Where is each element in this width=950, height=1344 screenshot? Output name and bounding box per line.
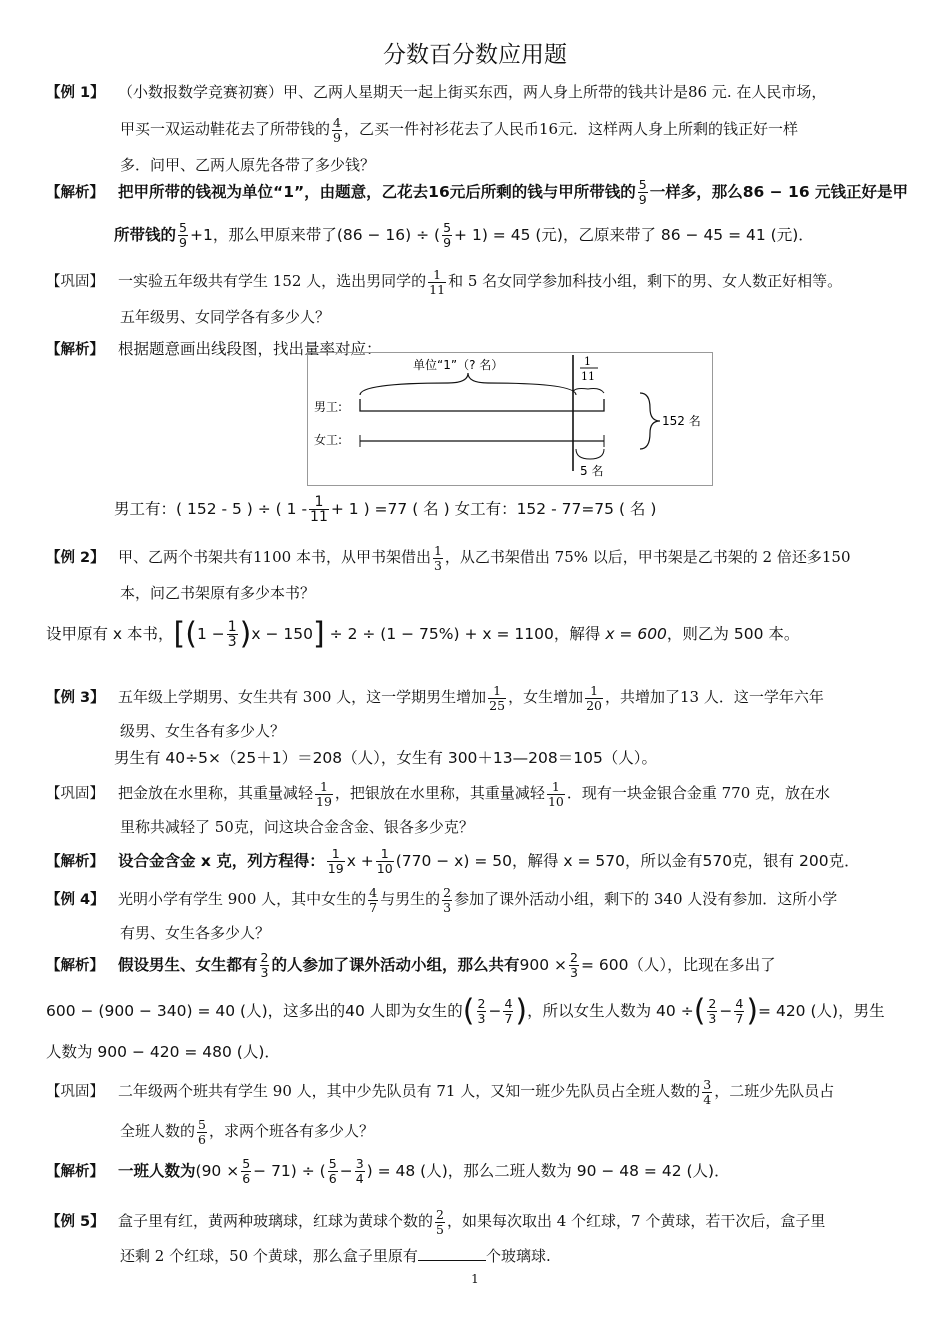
c3-solution-d: −	[339, 1162, 353, 1180]
c1-solution-line1: 根据题意画出线段图，找出量率对应：	[118, 340, 382, 358]
frac-den: 11	[581, 370, 595, 383]
c2-solution-c: (770 − x) = 50，解得 x = 570，所以金有570克，银有 200克．	[395, 852, 860, 870]
consolidation-3: 【巩固】 二年级两个班共有学生 90 人，其中少先队员有 71 人，又知一班少先队员占全班人数的 $\frac{3}{4}$ ，二班少先队员占 全班人数的 $\frac{5}{6}$ ，求两个班各有多少人？ 【解析】 一班人数为(90 × $\frac{5}{6}$ − 71) ÷ ( $\frac{5}{6}$ − $\frac{3}{4}$ ) = 48 (人)，那么二班人数为 90 − 48 = 42 (人)．	[46, 1072, 916, 1192]
ex3-question-line1a: 五年级上学期男、女生共有 300 人，这一学期男生增加	[118, 688, 487, 706]
ex2-question-line1b: ，从乙书架借出 75% 以后，甲书架是乙书架的 2 倍还多150	[444, 548, 851, 566]
page-title: 分数百分数应用题	[383, 42, 567, 68]
ex1-solution-line2b: +1，那么甲原来带了(86 − 16) ÷ (	[189, 226, 441, 244]
c2-question-line1a: 把金放在水里称，其重量减轻	[118, 784, 314, 802]
ex4-solution: 【解析】 假设男生、女生都有 $\frac{2}{3}$ 的人参加了课外活动小组，那么共有900 × $\frac{2}{3}$ = 600（人），比现在多出了 600 − (900 − 340) = 40 (人)，这多出的40 人即为女生的( $\frac{2}{3}$ − $\frac{4}{7}$ )，所以女生人数为 40 ÷( $\frac{2}{3}$ − $\frac{4}{7}$ )= 420 (人)，男生 人数为 900 − 420 = 480 (人)．	[46, 944, 916, 1069]
ex4-solution-1d: = 600（人），比现在多出了	[580, 956, 776, 974]
ex2-solution-intro: 设甲原有 x 本书，	[46, 625, 174, 643]
example-1	[46, 76, 916, 181]
label-example-3: 【例 3】	[46, 690, 105, 706]
ex2-expr-c: (1 − 75%)	[380, 625, 460, 643]
ex4-solution-2c: = 420 (人)，男生	[758, 1002, 885, 1020]
ex4-solution-1a: 假设男生、女生都有	[118, 956, 258, 974]
c2-question-line1c: ．现有一块金银合金重 770 克，放在水	[566, 784, 831, 802]
example-4: 【例 4】 光明小学有学生 900 人，其中女生的 $\frac{4}{7}$ 与男生的 $\frac{2}{3}$ 参加了课外活动小组，剩下的 340 人没有参加．这所小学 有男、女生各多少人？	[46, 880, 916, 947]
c3-question-line1a: 二年级两个班共有学生 90 人，其中少先队员有 71 人，又知一班少先队员占全班人数的	[118, 1082, 701, 1100]
male-label: 男工:	[314, 400, 343, 414]
male-segment	[360, 399, 604, 411]
c2-solution-b: x +	[346, 852, 374, 870]
c1-question-line2: 五年级男、女同学各有多少人？	[120, 308, 331, 326]
consolidation-1: 【巩固】 一实验五年级共有学生 152 人，选出男同学的 $\frac{1}{11}$ 和 5 名女同学参加科技小组，剩下的男、女人数正好相等。 五年级男、女同学各有多少人？ 【解析】 根据题意画出线段图，找出量率对应：	[46, 262, 916, 366]
c1-question-line1b: 和 5 名女同学参加科技小组，剩下的男、女人数正好相等。	[448, 272, 843, 290]
ex2-solution: 设甲原有 x 本书，[(1 − $\frac{1}{3}$ )x − 150] ÷ 2 ÷ (1 − 75%) + x = 1100，解得 x = 600，则乙为 500 本。	[46, 616, 800, 652]
ex1-question-line2a: 甲买一双运动鞋花去了所带钱的	[120, 120, 331, 138]
ex2-question-line2: 本，问乙书架原有多少本书？	[120, 584, 316, 602]
ex2-expr-a: x − 150	[251, 625, 313, 643]
frac-num: 1	[584, 355, 591, 368]
unit-label: 单位“1”（? 名）	[413, 358, 504, 372]
c3-solution-e: ) = 48 (人)，那么二班人数为 90 − 48 = 42 (人)．	[366, 1162, 730, 1180]
consolidation-2: 【巩固】 把金放在水里称，其重量减轻 $\frac{1}{19}$ ，把银放在水里称，其重量减轻 $\frac{1}{10}$ ．现有一块金银合金重 770 克，放在水 里称共减轻了 50克，问这块合金含金、银各多少克？ 【解析】 设合金含金 x 克，列方程得： $\frac{1}{19}$ x + $\frac{1}{10}$ (770 − x) = 50，解得 x = 570，所以金有570克，银有 200克．	[46, 774, 916, 882]
c2-question-line2: 里称共减轻了 50克，问这块合金含金、银各多少克？	[120, 818, 474, 836]
ex4-question-line1a: 光明小学有学生 900 人，其中女生的	[118, 890, 367, 908]
label-consolidation: 【巩固】	[46, 1084, 104, 1100]
ex1-question-line2b: ，乙买一件衬衫花去了人民币16元．这样两人身上所剩的钱正好一样	[343, 120, 799, 138]
label-consolidation: 【巩固】	[46, 786, 104, 802]
ex5-question-line1a: 盒子里有红，黄两种玻璃球，红球为黄球个数的	[118, 1212, 434, 1230]
ex4-solution-2b: ，所以女生人数为 40 ÷	[527, 1002, 694, 1020]
label-solution: 【解析】	[46, 854, 104, 870]
ex1-question-line3: 多．问甲、乙两人原先各带了多少钱？	[120, 156, 376, 174]
total-label: 152 名	[662, 414, 701, 428]
page-number: 1	[471, 1272, 479, 1286]
ex2-expr-b: ÷ 2 ÷	[329, 625, 376, 643]
label-example-4: 【例 4】	[46, 892, 105, 908]
ex4-question-line2: 有男、女生各多少人？	[120, 924, 271, 942]
label-example-1: 【例 1】	[46, 85, 105, 101]
c3-question-line1b: ，二班少先队员占	[714, 1082, 835, 1100]
example-5: 【例 5】 盒子里有红，黄两种玻璃球，红球为黄球个数的 $\frac{2}{5}$ ，如果每次取出 4 个红球，7 个黄球，若干次后，盒子里 还剩 2 个红球，50 个黄球，那么盒子里原有 个玻璃球.	[46, 1202, 916, 1271]
answer-blank[interactable]	[418, 1246, 486, 1261]
c3-question-line2a: 全班人数的	[120, 1122, 196, 1140]
label-solution: 【解析】	[46, 185, 104, 201]
ex3-question-line1b: ，女生增加	[508, 688, 584, 706]
ex3-question-line2: 级男、女生各有多少人？	[120, 722, 286, 740]
c1-answer-a: 男工有：( 152 - 5 ) ÷ ( 1 -	[114, 500, 308, 518]
ex3-answer: 男生有 40÷5×（25＋1）＝208（人），女生有 300＋13—208＝105（人）。	[114, 749, 658, 767]
ex4-question-line1c: 参加了课外活动小组，剩下的 340 人没有参加．这所小学	[454, 890, 838, 908]
total-brace	[640, 393, 660, 449]
five-brace	[576, 449, 604, 459]
ex1-question-line1: （小数报数学竞赛初赛）甲、乙两人星期天一起上街买东西，两人身上所带的钱共计是86 元. 在人民市场，	[118, 83, 827, 101]
female-label: 女工:	[314, 433, 343, 447]
c2-question-line1b: ，把银放在水里称，其重量减轻	[334, 784, 545, 802]
fraction: $\frac{4}{9}$	[333, 114, 341, 145]
label-example-2: 【例 2】	[46, 550, 105, 566]
ex4-solution-1b: 的人参加了课外活动小组，那么共有	[271, 956, 520, 974]
ex4-solution-2a: 600 − (900 − 340) = 40 (人)，这多出的40 人即为女生的	[46, 1002, 463, 1020]
ex1-solution-line2c: + 1) = 45 (元)，乙原来带了 86 − 45 = 41 (元)．	[454, 226, 814, 244]
ex5-question-line2b: 个玻璃球.	[485, 1247, 551, 1265]
five-label: 5 名	[580, 464, 604, 478]
one-eleventh-brace	[573, 389, 604, 394]
example-2: 【例 2】 甲、乙两个书架共有1100 本书，从甲书架借出 $\frac{1}{3}$ ，从乙书架借出 75% 以后，甲书架是乙书架的 2 倍还多150 本，问乙书架原有多少本书？	[46, 538, 916, 609]
ex1-solution: 【解析】 把甲所带的钱视为单位“1”，由题意，乙花去16元后所剩的钱与甲所带钱的 $\frac{5}{9}$ 一样多，那么86 − 16 元钱正好是甲 所带钱的 $\frac{5}{9}$ +1，那么甲原来带了(86 − 16) ÷ ( $\frac{5}{9}$ + 1) = 45 (元)，乙原来带了 86 − 45 = 41 (元)．	[46, 172, 916, 257]
one-minus: 1 −	[196, 625, 225, 643]
ex2-result: x = 600	[605, 625, 667, 643]
c1-question-line1a: 一实验五年级共有学生 152 人，选出男同学的	[118, 272, 427, 290]
c3-solution-b: (90 ×	[195, 1162, 240, 1180]
c2-solution-a: 设合金含金 x 克，列方程得：	[118, 852, 325, 870]
unit-brace	[360, 373, 576, 395]
label-solution: 【解析】	[46, 342, 104, 358]
line-segment-diagram	[307, 352, 713, 486]
label-solution: 【解析】	[46, 1164, 104, 1180]
ex4-solution-1c: 900 ×	[519, 956, 567, 974]
c1-answer: 男工有：( 152 - 5 ) ÷ ( 1 - $\frac{1}{11}$ + 1 ) =77 ( 名 ) 女工有：152 - 77=75 ( 名 )	[114, 494, 657, 525]
ex2-question-line1a: 甲、乙两个书架共有1100 本书，从甲书架借出	[118, 548, 431, 566]
ex2-expr-d: + x = 1100	[464, 625, 554, 643]
ex1-solution-line1b: 一样多，那么86 − 16 元钱正好是甲	[649, 183, 909, 201]
ex4-question-line1b: 与男生的	[380, 890, 441, 908]
ex3-question-line1c: ，共增加了13 人．这一学年六年	[605, 688, 824, 706]
label-example-5: 【例 5】	[46, 1214, 105, 1230]
label-consolidation: 【巩固】	[46, 274, 104, 290]
ex5-question-line2a: 还剩 2 个红球，50 个黄球，那么盒子里原有	[120, 1247, 418, 1265]
c3-question-line2b: ，求两个班各有多少人？	[208, 1122, 374, 1140]
c3-solution-c: − 71) ÷ (	[253, 1162, 326, 1180]
ex2-expr-e: ，解得	[553, 625, 601, 643]
ex2-conclusion: ，则乙为 500 本。	[666, 625, 800, 643]
example-3: 【例 3】 五年级上学期男、女生共有 300 人，这一学期男生增加 $\frac{1}{25}$ ，女生增加 $\frac{1}{20}$ ，共增加了13 人．这一学年六年 级男、女生各有多少人？ 男生有 40÷5×（25＋1）＝208（人），女生有 300＋13—208＝105（人）。	[46, 678, 916, 771]
c3-solution-a: 一班人数为	[118, 1162, 196, 1180]
ex1-solution-line2a: 所带钱的	[114, 226, 177, 244]
ex1-solution-line1a: 把甲所带的钱视为单位“1”，由题意，乙花去16元后所剩的钱与甲所带钱的	[118, 183, 636, 201]
ex5-question-line1b: ，如果每次取出 4 个红球，7 个黄球，若干次后，盒子里	[446, 1212, 826, 1230]
ex4-solution-3: 人数为 900 − 420 = 480 (人)．	[46, 1043, 280, 1061]
label-solution: 【解析】	[46, 958, 104, 974]
c1-answer-b: + 1 ) =77 ( 名 ) 女工有：152 - 77=75 ( 名 )	[330, 500, 657, 518]
